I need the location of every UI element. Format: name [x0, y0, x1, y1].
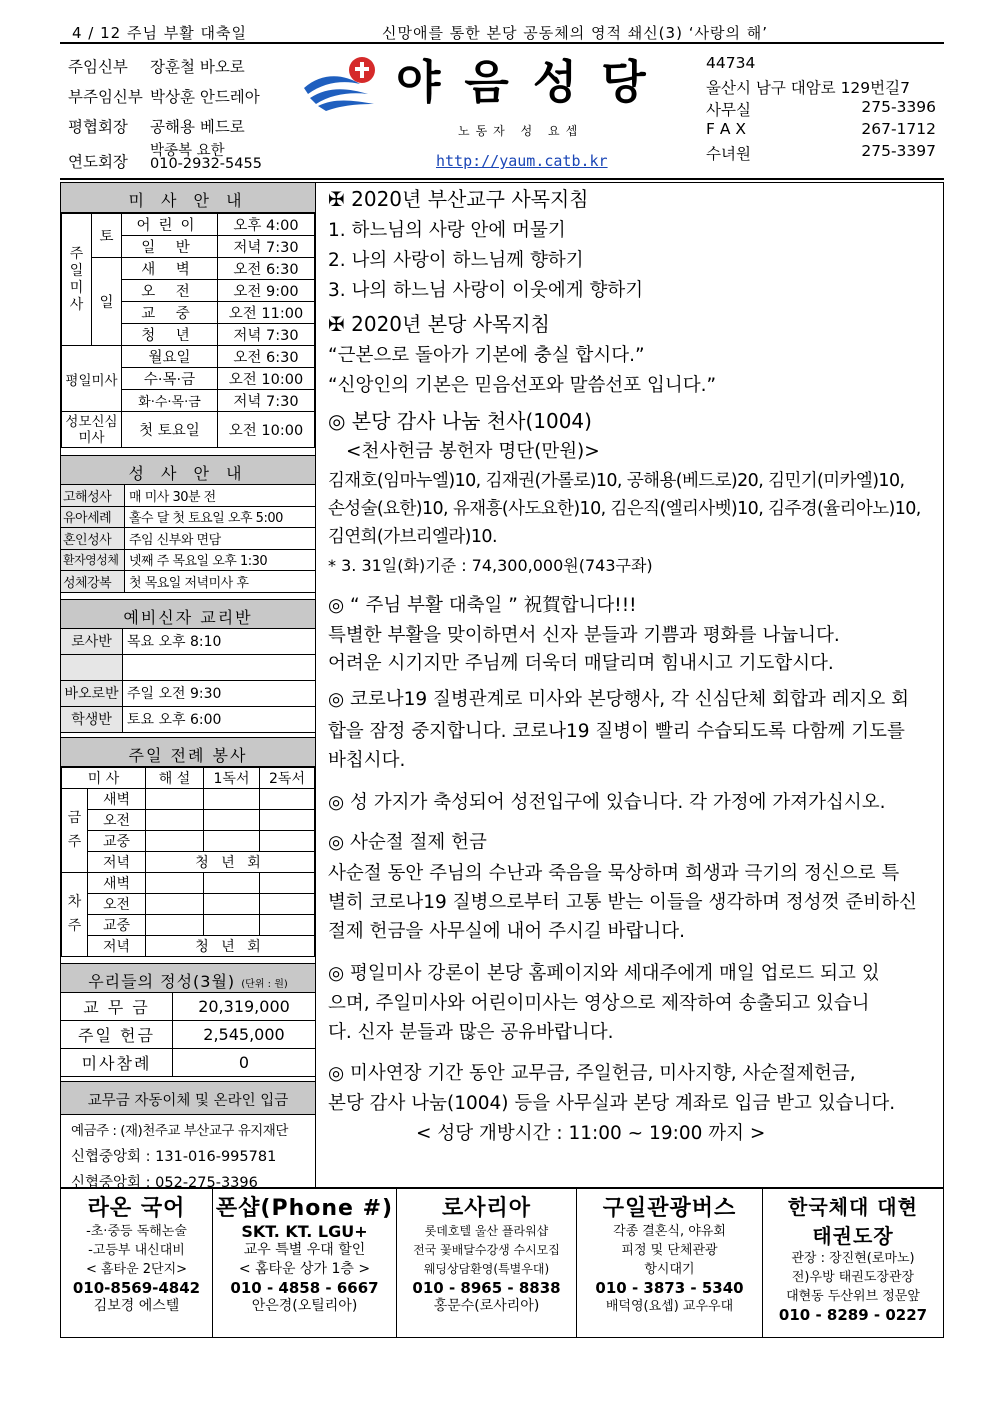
offering-type: 미사참례 [61, 1049, 173, 1076]
text-line: ◎ 평일미사 강론이 본당 홈페이지와 세대주에게 매일 업로드 되고 있 [328, 963, 880, 984]
account-holder: 예금주 : (재)천주교 부산교구 유지재단 [71, 1122, 288, 1139]
ad-phone: 010 - 3873 - 5340 [595, 1279, 744, 1297]
mass-name: 수·목·금 [122, 368, 218, 390]
text-line: 1. 하느님의 사랑 안에 머물기 [328, 220, 566, 241]
heading: ✠ 2020년 본당 사목지침 [328, 312, 550, 336]
banking-title: 교무금 자동이체 및 온라인 입금 [61, 1081, 315, 1115]
ad-title: 라온 국어 [87, 1196, 186, 1221]
col-header: 2독서 [260, 767, 315, 788]
text-line: 별히 코로나19 질병으로부터 고통 받는 이들을 생각하며 정성껏 준비하신 [328, 892, 917, 913]
mass-slot: 새벽 [88, 872, 146, 893]
ad-text: < 홈타운 2단지> [85, 1262, 188, 1277]
mass-time: 오전 11:00 [218, 302, 315, 324]
sacrament-section-title: 성 사 안 내 [61, 455, 315, 485]
church-name: 야음성당 [396, 55, 670, 109]
mass-slot: 새벽 [88, 788, 146, 809]
staff-phone: 010-2932-5455 [150, 156, 262, 172]
next-week-label: 차주 [62, 872, 88, 956]
text-line: 절제 헌금을 사무실에 내어 주시길 바랍니다. [328, 921, 685, 942]
offering-type: 주일 헌금 [61, 1021, 173, 1048]
ad-text: 전국 꽃배달수강생 수시모집 [413, 1243, 560, 1257]
staff-name: 공해용 베드로 [150, 118, 245, 136]
mass-time: 저녁 7:30 [218, 236, 315, 258]
mass-name: 일 반 [122, 236, 218, 258]
staff-name: 박종복 요한 [150, 143, 225, 159]
text-line: * 3. 31일(화)기준 : 74,300,000원(743구좌) [328, 556, 653, 575]
text-line: ◎ 미사연장 기간 동안 교무금, 주일헌금, 미사지향, 사순절제헌금, [328, 1063, 856, 1084]
mass-name: 월요일 [122, 346, 218, 368]
heart-mass-label: 성모신심미사 [62, 412, 122, 448]
sacrament-time: 첫 목요일 저녁미사 후 [129, 575, 249, 591]
ad-text: 안은경(오틸리아) [251, 1298, 358, 1314]
ads-row [60, 1188, 944, 1338]
mass-section-title: 미 사 안 내 [61, 183, 315, 213]
mass-time: 오후 4:00 [218, 214, 315, 236]
text-line: 2. 나의 사랑이 하느님께 향하기 [328, 250, 584, 271]
staff-role: 연도회장 [68, 153, 128, 171]
sacrament-name: 성체강복 [61, 571, 125, 592]
offering-type: 교 무 금 [61, 993, 173, 1020]
text-line: ◎ 성 가지가 축성되어 성전입구에 있습니다. 각 가정에 가져가십시오. [328, 792, 886, 813]
class-time: 목요 오후 8:10 [127, 634, 222, 650]
text-line: 3. 나의 하느님 사랑이 이웃에게 향하기 [328, 280, 644, 301]
text-line: 바칩시다. [328, 750, 406, 771]
contact-label: 수녀원 [706, 145, 751, 163]
text-line: < 성당 개방시간 : 11:00 ~ 19:00 까지 > [416, 1123, 766, 1144]
mass-time: 오전 9:00 [218, 280, 315, 302]
ad-text: SKT. KT. LGU+ [241, 1222, 368, 1241]
offering-amount: 2,545,000 [203, 1024, 285, 1044]
offering-title: 우리들의 정성(3월) [88, 971, 236, 991]
staff-name: 박상훈 안드레아 [150, 88, 260, 106]
class-name: 바오로반 [61, 681, 123, 706]
ad-text: 항시대기 [644, 1262, 695, 1277]
heading: ◎ 본당 감사 나눔 천사(1004) [328, 409, 592, 433]
ad-title: 한국체대 대현 [788, 1195, 918, 1219]
this-week-label: 금주 [62, 788, 88, 872]
ad-title: 로사리아 [441, 1196, 531, 1221]
date-title: 4 / 12 주님 부활 대축일 [72, 24, 247, 42]
staff-list [68, 50, 298, 170]
offering-amount: 0 [238, 1052, 250, 1072]
bank-info [61, 1115, 315, 1193]
text-line: 김연희(가브리엘라)10. [328, 527, 497, 547]
sacrament-list [61, 485, 315, 593]
class-time: 토요 오후 6:00 [127, 712, 222, 728]
youth-group: 청 년 회 [146, 935, 315, 956]
ad-text: 웨딩상담환영(특별우대) [423, 1262, 550, 1276]
text-line: 다. 신자 분들과 많은 공유바랍니다. [328, 1022, 614, 1043]
bank-account: 신협중앙회 : 052-275-3396 [71, 1174, 258, 1191]
col-header: 1독서 [204, 767, 260, 788]
class-name [61, 655, 123, 680]
ad-text: -고등부 내신대비 [88, 1243, 185, 1258]
text-line: 합을 잠정 중지합니다. 코로나19 질병이 빨리 수습되도록 다함께 기도를 [328, 721, 905, 742]
text-line: ◎ 코로나19 질병관계로 미사와 본당행사, 각 신심단체 회합과 레지오 회 [328, 689, 910, 710]
ad-phone: 010 - 4858 - 6667 [230, 1279, 379, 1297]
catechumen-list [61, 629, 315, 733]
sacrament-time: 홀수 달 첫 토요일 오후 5:00 [129, 511, 283, 527]
sacrament-time: 주임 신부와 면담 [129, 532, 221, 548]
catechumen-section-title: 예비신자 교리반 [61, 599, 315, 629]
ad-phone: 010 - 8289 - 0227 [778, 1306, 928, 1324]
ad-phone: 010 - 8965 - 8838 [412, 1279, 561, 1297]
ad-text: 전)우방 태권도장관장 [791, 1270, 915, 1285]
theme-title: 신망애를 통한 본당 공동체의 영적 쇄신(3) ‘사랑의 해’ [382, 24, 768, 42]
ad-title: 구일관광버스 [602, 1196, 737, 1221]
staff-role: 평협회장 [68, 118, 128, 136]
class-time: 주일 오전 9:30 [127, 686, 222, 702]
text-line: 특별한 부활을 맞이하면서 신자 분들과 기쁨과 평화를 나눕니다. [328, 625, 840, 646]
contact-value: 267-1712 [861, 120, 936, 138]
mass-slot: 저녁 [88, 851, 146, 872]
sacrament-name: 고해성사 [61, 485, 125, 506]
ad-text: 배덕영(요셉) 교우우대 [605, 1299, 734, 1314]
text-line: 본당 감사 나눔(1004) 등을 사무실과 본당 계좌로 입금 받고 있습니다. [328, 1093, 896, 1114]
contact-label: 사무실 [706, 101, 751, 119]
mass-slot: 저녁 [88, 935, 146, 956]
mass-name: 새 벽 [122, 258, 218, 280]
text-line: “신앙인의 기본은 믿음선포와 말씀선포 입니다.” [328, 375, 717, 396]
ad-text: 김보경 에스텔 [93, 1298, 180, 1314]
address: 울산시 남구 대암로 129번길7 [706, 79, 910, 97]
heading: ◎ “ 주님 부활 대축일 ” 祝賀합니다!!! [328, 595, 637, 616]
weekday-mass-label: 평일미사 [62, 346, 122, 412]
contact-info [706, 54, 936, 164]
sacrament-name: 혼인성사 [61, 528, 125, 549]
mass-slot: 오전 [88, 809, 146, 830]
text-line: “근본으로 돌아가 기본에 충실 합시다.” [328, 345, 645, 366]
service-table [61, 767, 315, 957]
staff-role: 부주임신부 [68, 88, 143, 106]
left-column [60, 182, 316, 1191]
main-column [316, 182, 944, 1188]
church-patron: 노동자 성 요셉 [458, 124, 584, 138]
mass-slot: 교중 [88, 830, 146, 851]
service-section-title: 주일 전례 봉사 [61, 737, 315, 767]
mass-schedule-table [61, 213, 315, 448]
text-line: 손성술(요한)10, 유재흥(사도요한)10, 김은직(엘리사벳)10, 김주경(율리아노)10, [328, 499, 921, 519]
ad-text: 피정 및 단체관광 [621, 1243, 718, 1258]
text-line: 어려운 시기지만 주님께 더욱더 매달리며 힘내시고 기도합시다. [328, 653, 834, 674]
zip-code: 44734 [706, 54, 756, 72]
sunday-label: 일 [92, 258, 122, 346]
ad-title: 태권도장 [812, 1224, 894, 1248]
contact-label: F A X [706, 120, 746, 138]
mass-time: 저녁 7:30 [218, 324, 315, 346]
ad-text: 롯데호텔 울산 플라워샵 [424, 1224, 549, 1238]
mass-name: 교 중 [122, 302, 218, 324]
text-line: 사순절 동안 주님의 수난과 죽음을 묵상하며 희생과 극기의 정신으로 특 [328, 863, 900, 884]
text-line: 으며, 주일미사와 어린이미사는 영상으로 제작하여 송출되고 있습니 [328, 993, 870, 1014]
mass-time: 오전 6:30 [218, 346, 315, 368]
church-logo-icon [300, 54, 390, 112]
ad-text: 교우 특별 우대 할인 [243, 1242, 366, 1258]
ad-taekwondo [763, 1189, 943, 1337]
contact-value: 275-3397 [861, 142, 936, 160]
text-line: 김재호(임마누엘)10, 김재권(가롤로)10, 공해용(베드로)20, 김민기(미카엘)10, [328, 471, 905, 491]
church-website-link[interactable]: http://yaum.catb.kr [436, 152, 608, 170]
mass-time: 오전 10:00 [218, 368, 315, 390]
sacrament-name: 환자영성체 [61, 550, 125, 571]
ad-text: < 홈타운 상가 1층 > [238, 1261, 371, 1277]
ad-title: 폰샵(Phone #) [215, 1196, 394, 1221]
sacrament-time: 매 미사 30분 전 [129, 489, 216, 505]
mass-slot: 오전 [88, 893, 146, 914]
header [60, 46, 944, 180]
bank-account: 신협중앙회 : 131-016-995781 [71, 1148, 277, 1165]
mass-time: 오전 6:30 [218, 258, 315, 280]
offering-section-title [61, 963, 315, 993]
mass-name: 첫 토요일 [122, 412, 218, 448]
heading: ✠ 2020년 부산교구 사목지침 [328, 187, 589, 211]
heading: ◎ 사순절 절제 헌금 [328, 832, 487, 853]
sunday-mass-label: 주일미사 [62, 214, 92, 346]
mass-time: 저녁 7:30 [218, 390, 315, 412]
contact-value: 275-3396 [861, 98, 936, 116]
sacrament-time: 넷째 주 목요일 오후 1:30 [129, 554, 268, 570]
text-line: <천사헌금 봉헌자 명단(만원)> [346, 441, 600, 462]
top-bar [60, 20, 944, 44]
mass-name: 청 년 [122, 324, 218, 346]
mass-name: 오 전 [122, 280, 218, 302]
sacrament-name: 유아세례 [61, 507, 125, 528]
ad-tour-bus [577, 1189, 763, 1337]
ad-korean-tutoring [61, 1189, 213, 1337]
ad-text: -초·중등 독해논술 [86, 1224, 187, 1239]
ad-flower-shop [397, 1189, 577, 1337]
staff-role: 주임신부 [68, 58, 128, 76]
col-header: 미 사 [62, 767, 146, 788]
class-name: 학생반 [61, 707, 123, 732]
mass-name: 어린이 [122, 214, 218, 236]
col-header: 해 설 [146, 767, 204, 788]
staff-name: 장훈철 바오로 [150, 58, 245, 76]
ad-phone: 010-8569-4842 [72, 1279, 201, 1297]
youth-group: 청 년 회 [146, 851, 315, 872]
ad-phone-shop [213, 1189, 397, 1337]
offering-amount: 20,319,000 [198, 996, 290, 1016]
ad-text: 대현동 두산위브 정문앞 [786, 1289, 920, 1304]
ad-text: 관장 : 장진현(로마노) [791, 1251, 915, 1266]
class-name: 로사반 [61, 629, 123, 654]
offering-list [61, 993, 315, 1077]
ad-text: 각종 결혼식, 야유회 [613, 1224, 726, 1239]
mass-slot: 교중 [88, 914, 146, 935]
mass-time: 오전 10:00 [218, 412, 315, 448]
saturday-label: 토 [92, 214, 122, 258]
mass-name: 화·수·목·금 [122, 390, 218, 412]
offering-unit: (단위 : 원) [241, 978, 288, 990]
ad-text: 홍문수(로사리아) [433, 1298, 540, 1314]
